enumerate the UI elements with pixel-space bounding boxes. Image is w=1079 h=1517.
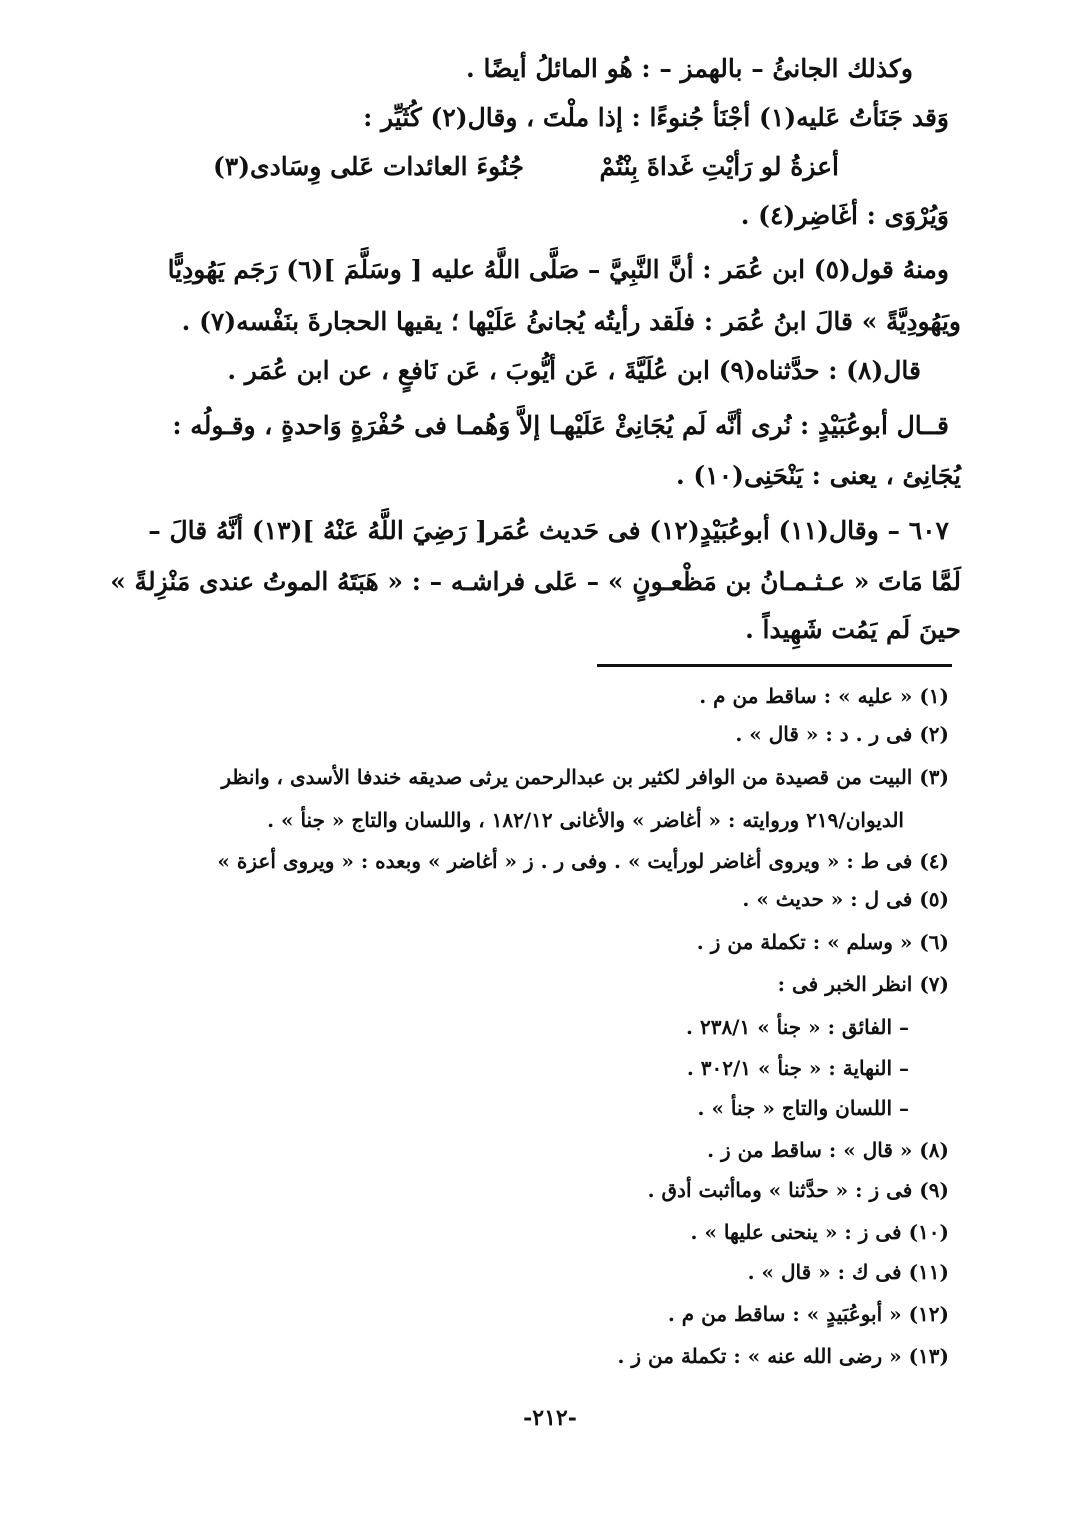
footnote-separator	[597, 664, 952, 667]
footnote: (٤) فى ط : « ويروى أغاضر لورأيت » . وفى ر . ز « أغاضر » وبعده : « ويروى أعزة »	[217, 849, 949, 873]
verse-hemistich-right: أعزةُ لو رَأيْتِ غَداةَ بِنْتُمْ	[599, 152, 839, 181]
body-line: قــال أبوعُبَيْدٍ : نُرى أنَّه لَم يُجَانِئْ عَلَيْهـا إلاَّ وَهُمـا فى حُفْرَةٍ وَاحدةٍ ، وقـولُه :	[172, 411, 949, 440]
footnote: – اللسان والتاج « جنأ » .	[697, 1096, 909, 1120]
body-line: ومنهُ قول(٥) ابن عُمَر : أنَّ النَّبِيَّ – صَلَّى اللَّهُ عليه [ وسَلَّمَ ](٦) رَجَم يَهُودِيًّا	[167, 255, 949, 284]
body-line: وَيُرْوَى : أغَاضِر(٤) .	[740, 201, 949, 230]
body-line: لَمَّا مَاتَ « عـثـمـانُ بن مَظْعـونٍ » – عَلى فراشـه – : « هَبَتَهُ الموتُ عندى مَنْزِلةً »	[110, 567, 961, 596]
footnote: – النهاية : « جنأ » ٣٠٢/١ .	[686, 1056, 909, 1080]
footnote: (٩) فى ز : « حدَّثنا » وماأثبت أدق .	[647, 1178, 949, 1202]
footnote: (٨) « قال » : ساقط من ز .	[707, 1138, 949, 1162]
footnote: (١١) فى ك : « قال » .	[747, 1260, 949, 1284]
page-number: -٢١٢-	[523, 1405, 577, 1431]
body-line: يُجَانِئ ، يعنى : يَنْحَنِى(١٠) .	[676, 461, 961, 490]
body-line: وكذلك الجانئُ – بالهمز – : هُو المائلُ أيضًا .	[466, 54, 913, 83]
footnote: (١٠) فى ز : « ينحنى عليها » .	[690, 1220, 949, 1244]
footnote: – الفائق : « جنأ » ٢٣٨/١ .	[686, 1015, 909, 1039]
body-line: ٦٠٧ – وقال(١١) أبوعُبَيْدٍ(١٢) فى حَديث عُمَر[ رَضِيَ اللَّهُ عَنْهُ ](١٣) أنَّهُ قالَ –	[148, 516, 949, 545]
body-line: حينَ لَم يَمُت شَهِيداً .	[745, 615, 961, 644]
footnote: (٢) فى ر . د : « قال » .	[735, 722, 949, 746]
body-line: قال(٨) : حدَّثناه(٩) ابن عُلَيَّةَ ، عَن أيُّوبَ ، عَن نَافعٍ ، عن ابن عُمَر .	[227, 356, 921, 385]
footnote: الديوان/٢١٩ وروايته : « أغاضر » والأغانى ١٨٢/١٢ ، واللسان والتاج « جنأ » .	[267, 808, 904, 832]
body-line: وَقد جَنَأتُ عَليه(١) أجْنَأ جُنوءًا : إذا ملْتَ ، وقال(٢) كُثَيِّر :	[363, 103, 949, 132]
footnote: (٥) فى ل : « حديث » .	[742, 887, 949, 911]
footnote: (١٢) « أبوعُبَيدٍ » : ساقط من م .	[667, 1302, 949, 1326]
footnote: (٦) « وسلم » : تكملة من ز .	[696, 930, 949, 954]
footnote: (١) « عليه » : ساقط من م .	[699, 684, 949, 708]
verse-hemistich-left: جُنُوءَ العائدات عَلى وِسَادى(٣)	[212, 152, 524, 181]
footnote: (٣) البيت من قصيدة من الوافر لكثير بن عبدالرحمن يرثى صديقه خندفا الأسدى ، وانظر	[221, 765, 949, 789]
body-line: ويَهُودِيَّةً » قالَ ابنُ عُمَر : فلَقد رأيتُه يُجانئُ عَلَيْها ؛ يقيها الحجارةَ بنَفْسه(٧) .	[181, 307, 961, 336]
footnote: (٧) انظر الخبر فى :	[777, 972, 949, 996]
footnote: (١٣) « رضى الله عنه » : تكملة من ز .	[617, 1344, 949, 1368]
